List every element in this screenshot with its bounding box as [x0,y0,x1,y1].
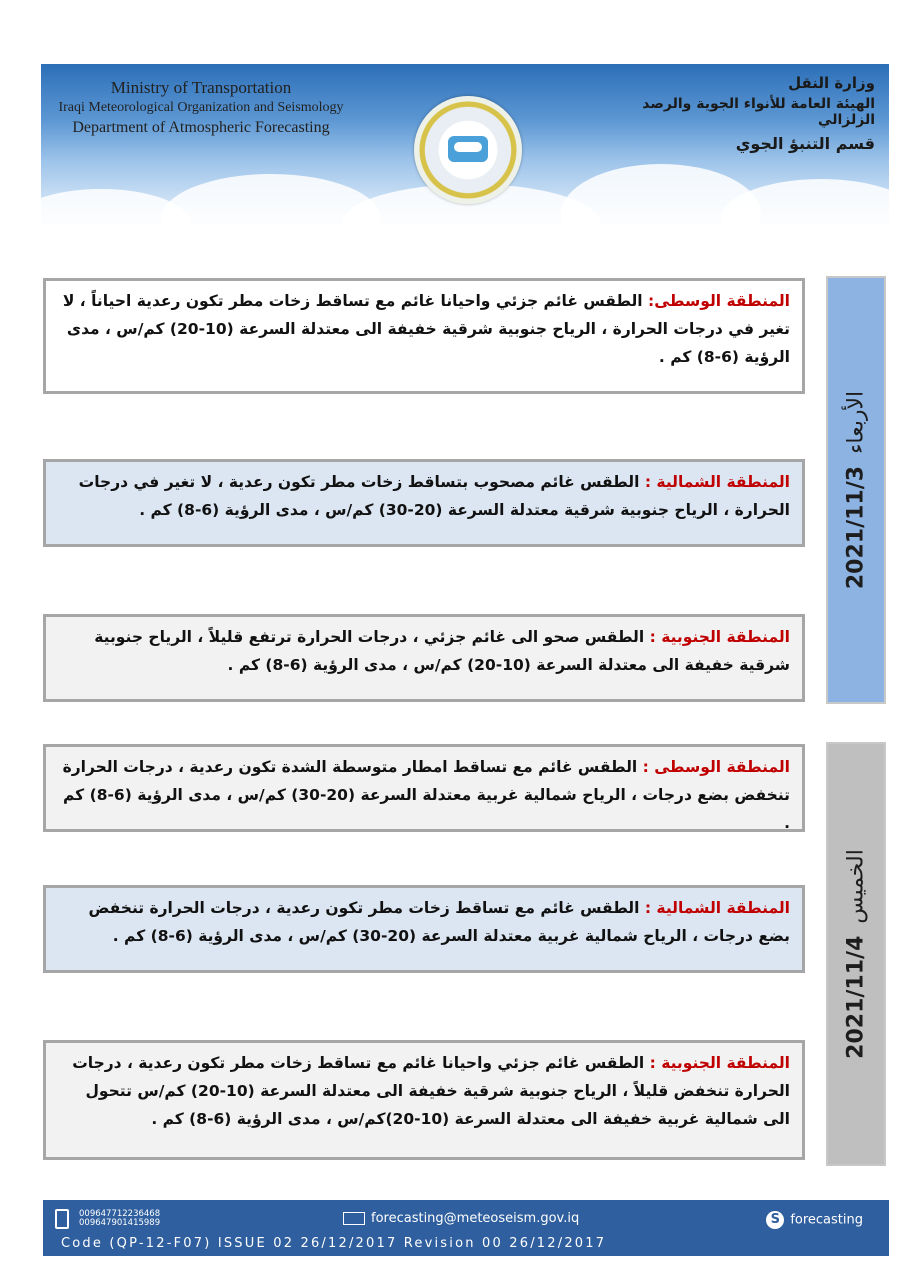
organization-name-en: Iraqi Meteorological Organization and Seismology [58,100,344,115]
header-arabic-title [615,74,875,153]
region-label: المنطقة الجنوبية : [649,628,790,646]
organization-logo [414,96,522,204]
header-banner [41,64,889,224]
forecast-day1-north [43,459,805,547]
footer-bar [43,1200,889,1256]
email-address[interactable]: forecasting@meteoseism.gov.iq [371,1211,580,1226]
forecast-text: الطقس غائم جزئي واحيانا غائم مع تساقط زخات مطر تكون رعدية ، درجات الحرارة تنخفض قليلاً ، الرياح جنوبية شرقية خفيفة الى معتدلة السرعة (10-20) كم/س تتحول الى شمالية غربية خفيفة الى معتدلة السرعة (10-20)كم/س ، مدى الرؤية (6-8) كم . [72,1054,790,1128]
forecast-day1-central [43,278,805,394]
department-name-ar: قسم التنبؤ الجوي [735,134,875,153]
date-panel-day1 [826,276,886,704]
region-label: المنطقة الشمالية : [644,899,790,917]
document-code: Code (QP-12-F07) ISSUE 02 26/12/2017 Revision 00 26/12/2017 [61,1236,607,1251]
skype-icon: S [766,1211,784,1229]
skype-handle[interactable]: forecasting [790,1212,863,1228]
date-day2: 2021/11/4 [843,935,869,1059]
organization-name-ar: الهيئة العامة للأنواء الجوية والرصد الزلزالي [642,96,875,128]
forecast-text: الطقس غائم جزئي واحيانا غائم مع تساقط زخات مطر تكون رعدية احياناً ، لا تغير في درجات الحرارة ، الرياح جنوبية شرقية خفيفة الى معتدلة السرعة (10-20) كم/س ، مدى الرؤية (6-8) كم . [62,292,790,366]
region-label: المنطقة الجنوبية : [649,1054,790,1072]
weekday-day1: الأربعاء [843,390,869,454]
date-panel-day2 [826,742,886,1166]
region-label: المنطقة الوسطى: [648,292,790,310]
region-label: المنطقة الشمالية : [644,473,790,491]
logo-emblem-icon [448,136,488,162]
forecast-text: الطقس غائم مع تساقط زخات مطر تكون رعدية ، درجات الحرارة تنخفض بضع درجات ، الرياح شمالية غربية معتدلة السرعة (20-30) كم/س ، مدى الرؤية (6-8) كم . [88,899,790,945]
forecast-text: الطقس غائم مع تساقط امطار متوسطة الشدة تكون رعدية ، درجات الحرارة تنخفض بضع درجات ، الرياح شمالية غربية معتدلة السرعة (20-30) كم/س ، مدى الرؤية (6-8) كم . [62,758,790,832]
footer-email[interactable] [343,1211,579,1226]
forecast-day2-central [43,744,805,832]
header-english-title [51,78,351,137]
ministry-name-ar: وزارة النقل [788,74,875,92]
phone-number-1: 009647712236468 [79,1209,161,1219]
mail-icon [343,1212,365,1225]
forecast-day2-south [43,1040,805,1160]
footer-skype[interactable] [766,1211,863,1229]
weekday-day2: الخميس [843,849,869,924]
forecast-text: الطقس غائم مصحوب بتساقط زخات مطر تكون رعدية ، لا تغير في درجات الحرارة ، الرياح جنوبية شرقية معتدلة السرعة (20-30) كم/س ، مدى الرؤية (6-8) كم . [78,473,790,519]
date-day1: 2021/11/3 [843,465,869,590]
forecast-day2-north [43,885,805,973]
phone-icon [55,1209,69,1229]
department-name-en: Department of Atmospheric Forecasting [72,119,330,136]
phone-number-2: 009647901415989 [79,1218,161,1228]
phone-numbers [79,1210,160,1228]
ministry-name-en: Ministry of Transportation [110,78,292,97]
forecast-text: الطقس صحو الى غائم جزئي ، درجات الحرارة ترتفع قليلاً ، الرياح جنوبية شرقية خفيفة الى معتدلة السرعة (10-20) كم/س ، مدى الرؤية (6-8) كم . [94,628,790,674]
forecast-day1-south [43,614,805,702]
region-label: المنطقة الوسطى : [642,758,790,776]
